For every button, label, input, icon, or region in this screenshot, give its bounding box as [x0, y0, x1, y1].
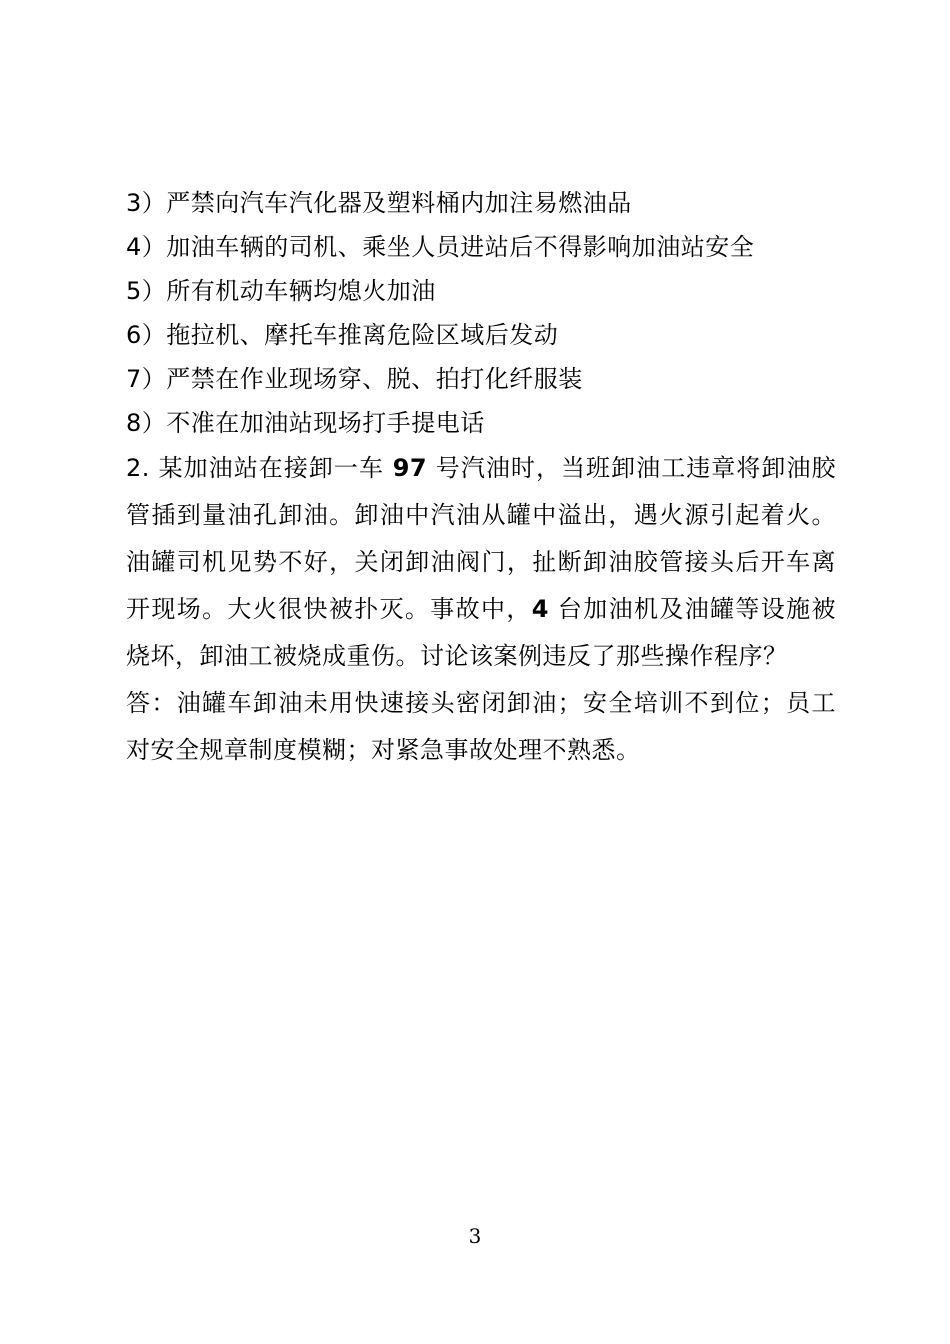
question-text-part2: 号汽油时，当班卸油工违章将卸油胶管插到量油孔卸油。卸油中汽油从罐中溢出，遇火源引起着火。油罐司机见势不好，关闭卸油阀门，扯断卸油胶管接头后开车离开现场。大火很快被扑灭。事故中，: [126, 454, 836, 623]
list-item: 3）严禁向汽车汽化器及塑料桶内加注易燃油品: [126, 189, 632, 217]
page-number: 3: [468, 1224, 482, 1248]
question-number-97: 97: [392, 454, 428, 482]
list-item: 7）严禁在作业现场穿、脱、拍打化纤服装: [126, 365, 583, 393]
question-number-4: 4: [531, 595, 549, 623]
page-content: [126, 181, 836, 774]
list-item: 5）所有机动车辆均熄火加油: [126, 277, 436, 305]
list-item: 6）拖拉机、摩托车推离危险区域后发动: [126, 321, 559, 349]
list-item: 4）加油车辆的司机、乘坐人员进站后不得影响加油站安全: [126, 233, 755, 261]
question-text-part3: 台加油机及油罐等设施被烧坏，卸油工被烧成重伤。讨论该案例违反了那些操作程序？: [126, 595, 836, 670]
answer-paragraph: 答：油罐车卸油未用快速接头密闭卸油；安全培训不到位；员工对安全规章制度模糊；对紧急事故处理不熟悉。: [126, 689, 836, 764]
question-text-part1: 2. 某加油站在接卸一车: [126, 454, 393, 482]
list-item: 8）不准在加油站现场打手提电话: [126, 409, 485, 437]
question-paragraph: [126, 445, 836, 680]
